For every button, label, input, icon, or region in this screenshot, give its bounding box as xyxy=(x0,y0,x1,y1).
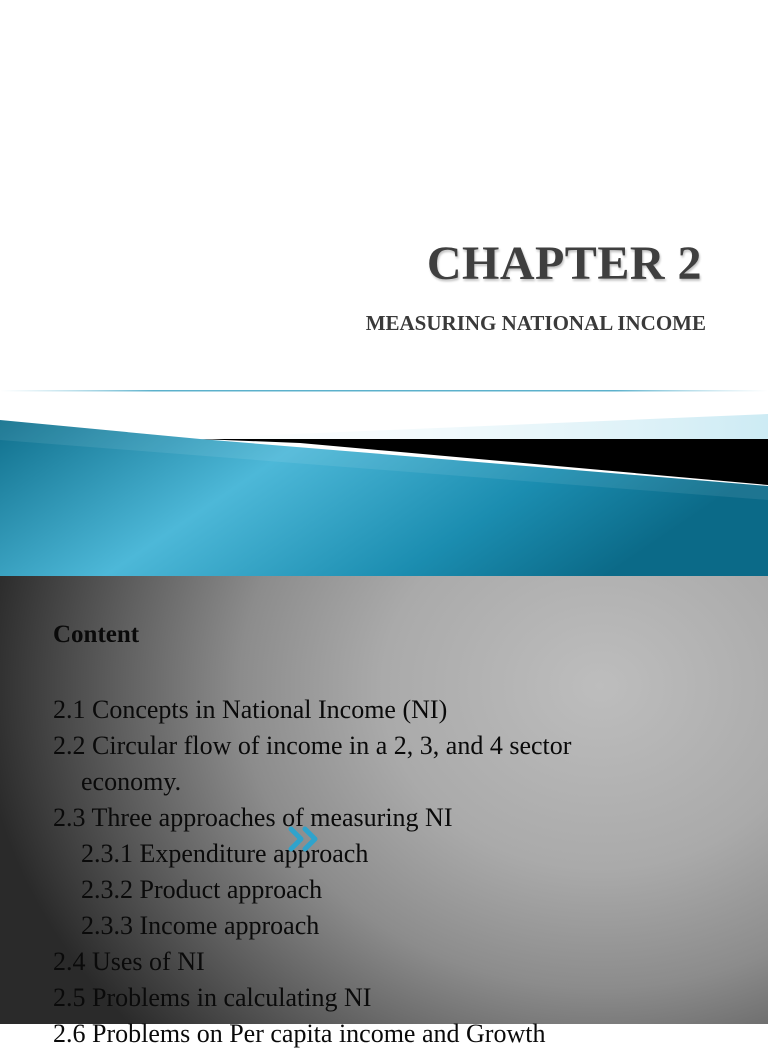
divider-line xyxy=(0,382,768,398)
double-chevron-icon xyxy=(288,826,324,852)
toc-subitem: 2.3.2 Product approach xyxy=(81,875,323,904)
toc-item: 2.4 Uses of NI xyxy=(53,947,205,976)
chapter-subtitle: MEASURING NATIONAL INCOME xyxy=(365,311,706,335)
toc-item: 2.1 Concepts in National Income (NI) xyxy=(53,695,448,724)
chapter-title: CHAPTER 2 xyxy=(426,237,702,290)
toc-item-continuation: economy. xyxy=(81,767,182,796)
toc-item: 2.5 Problems in calculating NI xyxy=(53,983,372,1012)
toc-item: 2.6 Problems on Per capita income and Growth xyxy=(53,1019,546,1048)
table-of-contents xyxy=(53,692,743,1052)
content-heading: Content xyxy=(53,621,140,648)
decorative-wave-band xyxy=(0,410,768,576)
toc-item: 2.2 Circular flow of income in a 2, 3, and 4 sector xyxy=(53,731,572,760)
content-slide xyxy=(0,576,768,1048)
toc-item: 2.3 Three approaches of measuring NI xyxy=(53,803,453,832)
toc-subitem: 2.3.1 Expenditure approach xyxy=(81,839,369,868)
toc-subitem: 2.3.3 Income approach xyxy=(81,911,320,940)
